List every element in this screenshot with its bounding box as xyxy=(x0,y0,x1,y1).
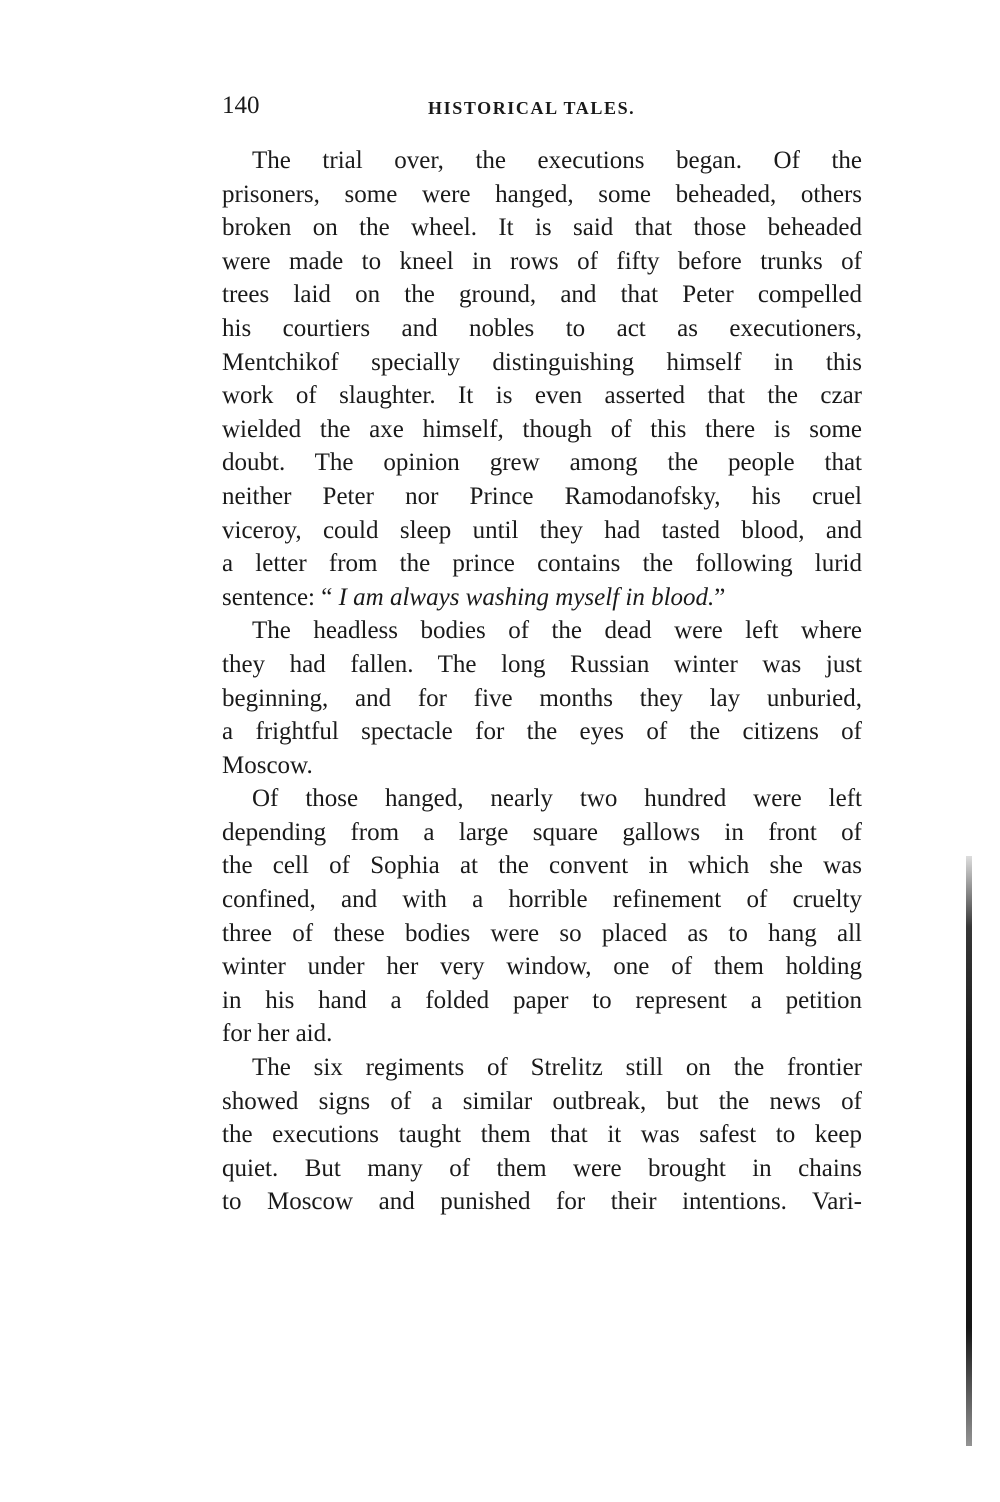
running-title: HISTORICAL TALES. xyxy=(428,98,636,118)
text-line-quote xyxy=(222,581,862,615)
text-line: the executions taught them that it was safest to keep xyxy=(222,1121,862,1149)
paragraph-1 xyxy=(222,144,862,614)
quote-close: ” xyxy=(714,583,726,611)
text-line: work of slaughter. It is even asserted that the czar xyxy=(222,382,862,410)
text-line: prisoners, some were hanged, some beheaded, others xyxy=(222,180,862,208)
text-line: depending from a large square gallows in front of xyxy=(222,818,862,846)
text-line: for her aid. xyxy=(222,1020,333,1048)
paragraph-3 xyxy=(222,782,862,1051)
quote-italic: I am always washing myself in blood. xyxy=(338,583,715,611)
text-line: trees laid on the ground, and that Peter compelled xyxy=(222,281,862,309)
quote-lead: sentence: “ xyxy=(222,583,339,611)
text-line: to Moscow and punished for their intentions. Vari- xyxy=(222,1188,862,1216)
text-line: broken on the wheel. It is said that those beheaded xyxy=(222,214,862,242)
paragraph-4 xyxy=(222,1051,862,1219)
text-line: quiet. But many of them were brought in chains xyxy=(222,1154,862,1182)
text-line: his courtiers and nobles to act as executioners, xyxy=(222,314,862,342)
body-text xyxy=(222,144,862,1219)
text-line: a frightful spectacle for the eyes of the citizens of xyxy=(222,718,862,746)
text-line: The six regiments of Strelitz still on the frontier xyxy=(252,1054,862,1082)
text-line: Mentchikof specially distinguishing himself in this xyxy=(222,348,862,376)
text-line: Moscow. xyxy=(222,751,313,779)
text-line: wielded the axe himself, though of this there is some xyxy=(222,415,862,443)
text-line: viceroy, could sleep until they had tasted blood, and xyxy=(222,516,862,544)
text-line: in his hand a folded paper to represent a petition xyxy=(222,986,862,1014)
text-line: Of those hanged, nearly two hundred were left xyxy=(252,785,862,813)
running-head xyxy=(222,90,862,122)
text-line: a letter from the prince contains the following lurid xyxy=(222,550,862,578)
text-line: they had fallen. The long Russian winter was just xyxy=(222,650,862,678)
text-line: the cell of Sophia at the convent in which she was xyxy=(222,852,862,880)
text-line: beginning, and for five months they lay unburied, xyxy=(222,684,862,712)
text-line: The headless bodies of the dead were left where xyxy=(252,617,862,645)
page-number: 140 xyxy=(222,92,260,119)
text-line: showed signs of a similar outbreak, but the news of xyxy=(222,1087,862,1115)
text-line: neither Peter nor Prince Ramodanofsky, his cruel xyxy=(222,482,862,510)
page-edge-shadow xyxy=(966,856,972,1446)
text-line: three of these bodies were so placed as to hang all xyxy=(222,919,862,947)
text-line: The trial over, the executions began. Of the xyxy=(252,147,862,174)
text-line: doubt. The opinion grew among the people that xyxy=(222,449,862,477)
paragraph-2 xyxy=(222,614,862,782)
text-line: were made to kneel in rows of fifty before trunks of xyxy=(222,247,862,275)
text-line: winter under her very window, one of them holding xyxy=(222,953,862,981)
text-line: confined, and with a horrible refinement of cruelty xyxy=(222,886,862,914)
